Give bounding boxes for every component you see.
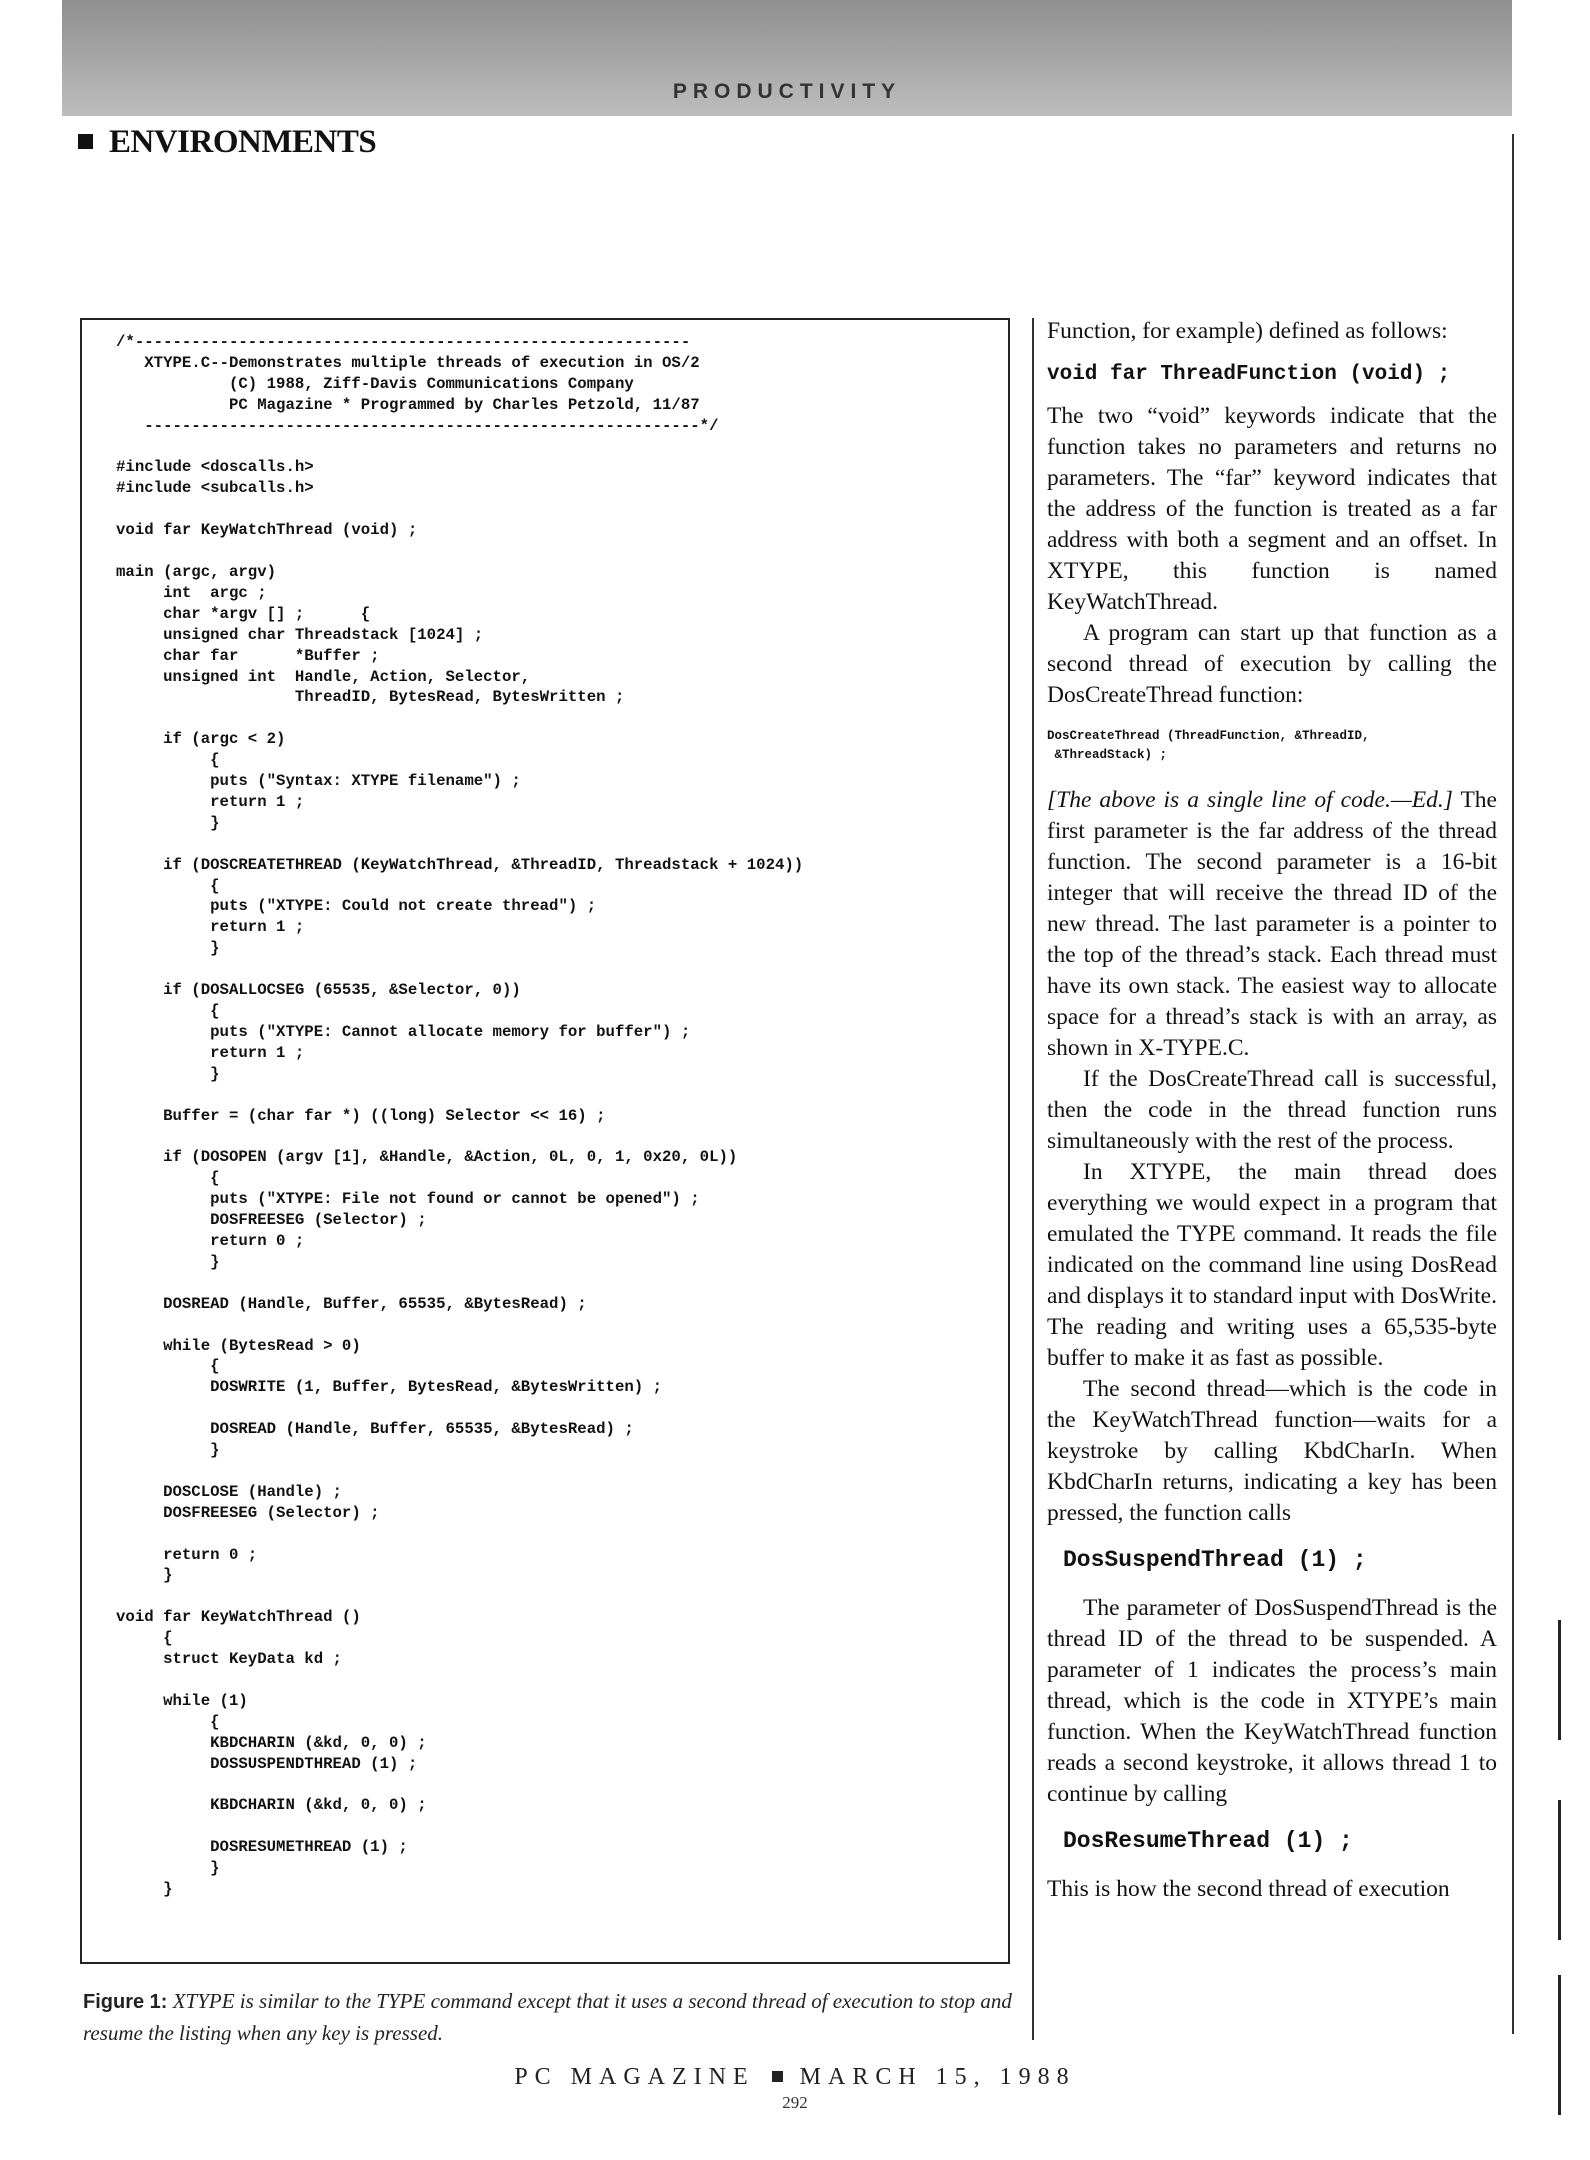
bullet-square-icon	[78, 134, 93, 149]
footer	[0, 2064, 1590, 2091]
section-title-text: ENVIRONMENTS	[109, 124, 377, 160]
paragraph: The two “void” keywords indicate that the function takes no parameters and returns no parameters. The “far” keyword indicates that the address of the function is treated as a far address with both a segment and an offset. In XTYPE, this function is named KeyWatchThread.	[1047, 403, 1497, 615]
code-snippet: DosSuspendThread (1) ;	[1063, 1547, 1367, 1573]
paragraph: In XTYPE, the main thread does everything we would expect in a program that emulated the TYPE command. It reads the file indicated on the command line using DosRead and displays it to standard input with DosWrite. The reading and writing uses a 65,535-byte buffer to make it as fast as possible.	[1047, 1159, 1497, 1371]
code-snippet: DosCreateThread (ThreadFunction, &ThreadID, &ThreadStack) ;	[1047, 729, 1370, 762]
article-column	[1047, 316, 1497, 1905]
footer-square-icon	[772, 2071, 783, 2082]
section-title	[78, 124, 376, 161]
paragraph: This is how the second thread of execution	[1047, 1876, 1450, 1902]
scan-edge-mark	[1558, 1800, 1561, 1940]
paragraph: Function, for example) defined as follows:	[1047, 318, 1448, 344]
caption-label: Figure 1:	[83, 1991, 168, 2013]
caption-text: XTYPE is similar to the TYPE command except that it uses a second thread of execution to stop and resume the listing when any key is pressed.	[83, 1989, 1012, 2045]
column-divider	[1032, 318, 1034, 2040]
issue-date: MARCH 15, 1988	[799, 2064, 1076, 2090]
paragraph: If the DosCreateThread call is successful, then the code in the thread function runs simultaneously with the rest of the process.	[1047, 1066, 1497, 1154]
editor-note: [The above is a single line of code.—Ed.]	[1047, 787, 1453, 813]
paragraph	[1047, 785, 1497, 1064]
code-listing: /*----------------------------------------------------------- XTYPE.C--Demonstrates multiple threads of execution in OS/2 (C) 1988, Ziff-Davis Communications Company PC Magazine * Programmed by Charles Petzold, 11/87 -----------------------------------------------------------*/ #include <doscalls.h> #include <subcalls.h> void far KeyWatchThread (void) ; main (argc, argv) int argc ; char *argv [] ; { unsigned char Threadstack [1024] ; char far *Buffer ; unsigned int Handle, Action, Selector, ThreadID, BytesRead, BytesWritten ; if (argc < 2) { puts ("Syntax: XTYPE filename") ; return 1 ; } if (DOSCREATETHREAD (KeyWatchThread, &ThreadID, Threadstack + 1024)) { puts ("XTYPE: Could not create thread") ; return 1 ; } if (DOSALLOCSEG (65535, &Selector, 0)) { puts ("XTYPE: Cannot allocate memory for buffer") ; return 1 ; } Buffer = (char far *) ((long) Selector << 16) ; if (DOSOPEN (argv [1], &Handle, &Action, 0L, 0, 1, 0x20, 0L)) { puts ("XTYPE: File not found or cannot be opened") ; DOSFREESEG (Selector) ; return 0 ; } DOSREAD (Handle, Buffer, 65535, &BytesRead) ; while (BytesRead > 0) { DOSWRITE (1, Buffer, BytesRead, &BytesWritten) ; DOSREAD (Handle, Buffer, 65535, &BytesRead) ; } DOSCLOSE (Handle) ; DOSFREESEG (Selector) ; return 0 ; } void far KeyWatchThread () { struct KeyData kd ; while (1) { KBDCHARIN (&kd, 0, 0) ; DOSSUSPENDTHREAD (1) ; KBDCHARIN (&kd, 0, 0) ; DOSRESUMETHREAD (1) ; } }	[116, 333, 804, 1899]
section-label: PRODUCTIVITY	[672, 80, 902, 103]
code-snippet: void far ThreadFunction (void) ;	[1047, 363, 1451, 386]
scan-edge-mark	[1558, 1620, 1561, 1740]
page-number: 292	[782, 2093, 808, 2112]
paragraph: A program can start up that function as a second thread of execution by calling the DosCreateThread function:	[1047, 620, 1497, 708]
header-band	[62, 0, 1512, 116]
right-margin-rule	[1512, 134, 1514, 2034]
paragraph-text: The first parameter is the far address of the thread function. The second parameter is a 16-bit integer that will receive the thread ID of the new thread. The last parameter is a pointer to the top of the thread’s stack. Each thread must have its own stack. The easiest way to allocate space for a thread’s stack is with an array, as shown in X-TYPE.C.	[1047, 787, 1497, 1061]
paragraph: The parameter of DosSuspendThread is the thread ID of the thread to be suspended. A parameter of 1 indicates the process’s main thread, which is the code in XTYPE’s main function. When the KeyWatchThread function reads a second keystroke, it allows thread 1 to continue by calling	[1047, 1595, 1497, 1807]
figure-caption	[83, 1986, 1018, 2049]
code-snippet: DosResumeThread (1) ;	[1063, 1828, 1353, 1854]
paragraph: The second thread—which is the code in the KeyWatchThread function—waits for a keystroke by calling KbdCharIn. When KbdCharIn returns, indicating a key has been pressed, the function calls	[1047, 1376, 1497, 1526]
figure-code-box	[80, 318, 1010, 1964]
publication-name: PC MAGAZINE	[514, 2064, 755, 2090]
